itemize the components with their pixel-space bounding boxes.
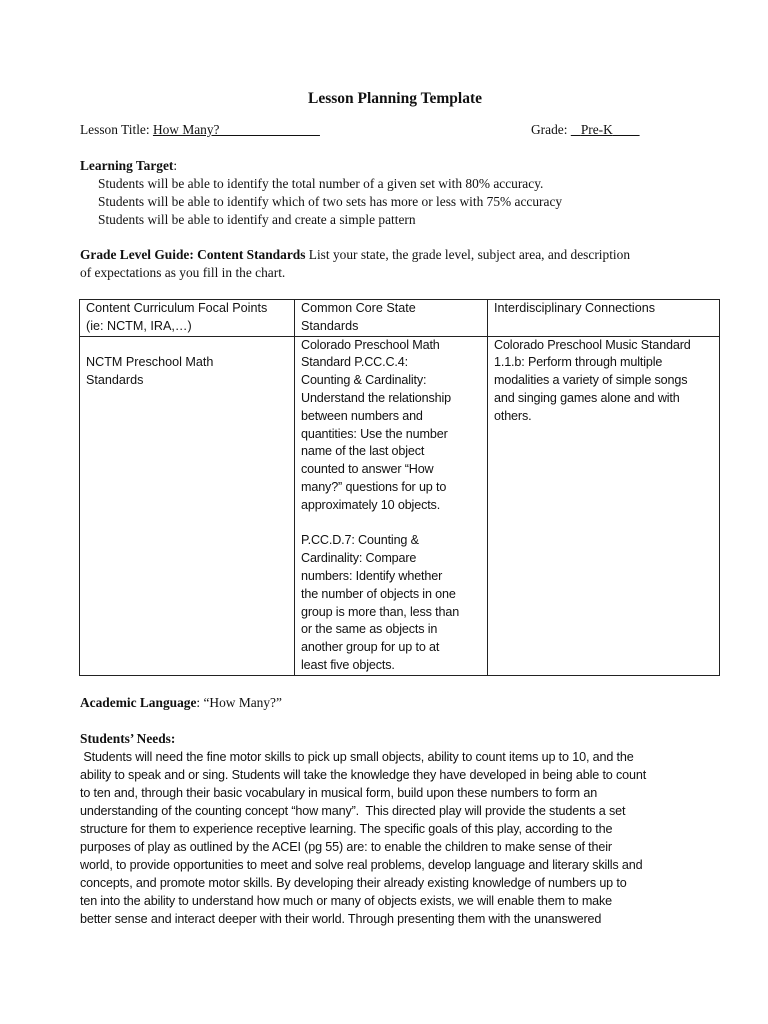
grade-level-guide: [80, 246, 720, 282]
academic-language: [80, 694, 282, 712]
page-title: Lesson Planning Template: [308, 90, 482, 107]
table-header-cell: Interdisciplinary Connections: [488, 300, 720, 337]
academic-language-text: : “How Many?”: [196, 695, 282, 710]
learning-target-item: Students will be able to identify and create a simple pattern: [98, 211, 416, 227]
standards-table: [79, 299, 720, 676]
table-cell-common-core: Colorado Preschool Math Standard P.CC.C.4: Counting & Cardinality: Understand the relationship between numbers and quantities: Use the number name of the last object counted to answer “How many?” questions for up to approximately 10 objects. P.CC.D.7: Counting & Cardinality: Compare numbers: Identify whether the number of objects in one group is more than, less than or the same as objects in another group for up to at least five objects.: [295, 336, 488, 675]
grade-level-guide-heading: Grade Level Guide: Content Standards: [80, 247, 306, 262]
learning-target-item: Students will be able to identify the total number of a given set with 80% accuracy.: [98, 176, 544, 191]
grade-value: Pre-K: [580, 122, 613, 137]
table-cell-focal-points: NCTM Preschool Math Standards: [80, 336, 295, 675]
academic-language-heading: Academic Language: [80, 695, 197, 710]
table-row: [80, 336, 720, 675]
grade-level-guide-text-2: of expectations as you fill in the chart.: [80, 264, 286, 280]
learning-target-heading: Learning Target:: [80, 158, 178, 173]
lesson-title-value: How Many?: [152, 122, 220, 137]
lesson-title-label: Lesson Title:: [80, 122, 153, 137]
table-header-cell: Content Curriculum Focal Points (ie: NCTM, IRA,…): [80, 300, 295, 337]
lesson-title-line: [80, 121, 320, 139]
grade-line: [531, 121, 640, 139]
learning-target-item: Students will be able to identify which of two sets has more or less with 75% accuracy: [98, 193, 563, 209]
table-header-cell: Common Core State Standards: [295, 300, 488, 337]
grade-level-guide-text: List your state, the grade level, subject area, and description: [305, 247, 631, 262]
table-cell-interdisciplinary: Colorado Preschool Music Standard 1.1.b: Perform through multiple modalities a variety of simple songs and singing games alone and with others.: [488, 336, 720, 675]
table-header-row: [80, 300, 720, 337]
learning-target-list: [98, 175, 562, 228]
grade-label: Grade:: [531, 122, 571, 137]
students-needs-paragraph: Students will need the fine motor skills to pick up small objects, ability to count items up to 10, and the ability to speak and or sing. Students will take the knowledge they have developed in being able to count to ten and, through their basic vocabulary in musical form, build upon these numbers to form an understanding of the counting concept “how many”. This directed play will provide the students a set structure for them to experience receptive learning. The specific goals of this play, according to the purposes of play as outlined by the ACEI (pg 55) are: to enable the children to make sense of their world, to provide opportunities to meet and solve real problems, develop language and literary skills and concepts, and promote motor skills. By developing their already existing knowledge of numbers up to ten into the ability to understand how much or many of objects exists, we will enable them to make better sense and interact deeper with their world. Through presenting them with the unanswered: [80, 750, 647, 926]
students-needs-heading: Students’ Needs:: [80, 731, 176, 746]
